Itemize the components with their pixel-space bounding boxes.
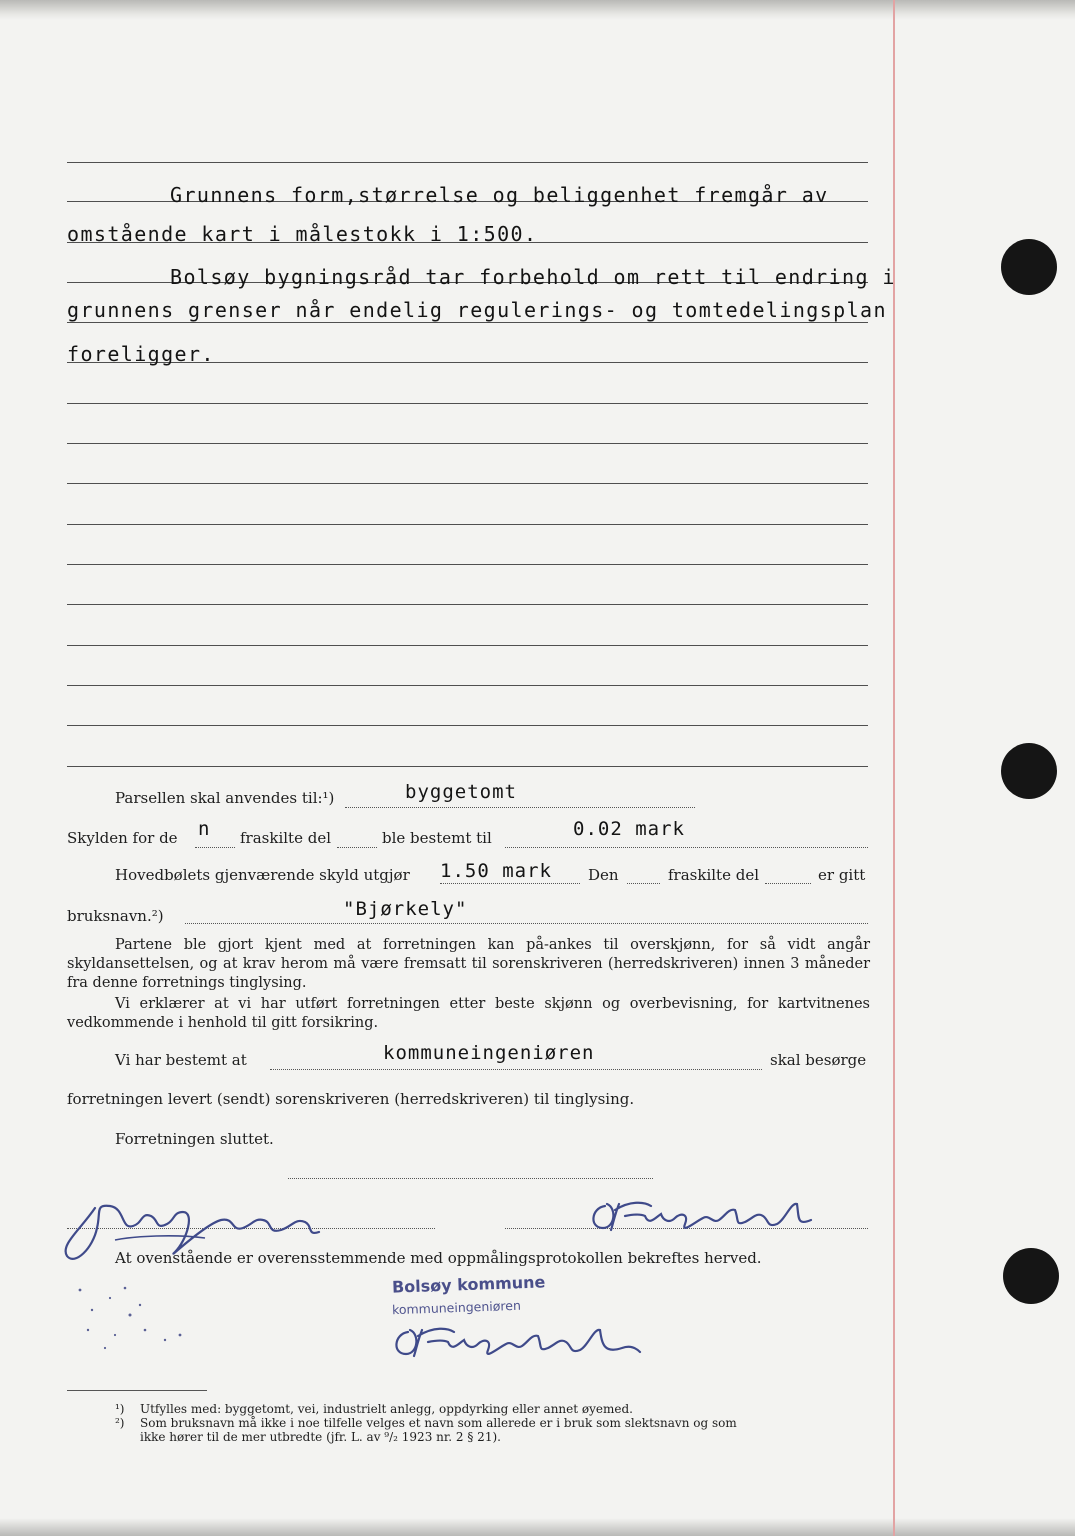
decided-value: kommuneingeniøren [383,1042,595,1064]
tax-suffix: n [198,818,211,840]
dotted-fill-line [270,1068,762,1070]
punch-hole-bottom [1003,1248,1059,1304]
dotted-fill-line [505,846,868,848]
ruled-line [67,524,868,525]
name-label: bruksnavn.²) [67,907,164,925]
ruled-line [67,443,868,444]
ink-speckles [70,1280,200,1360]
dotted-fill-line [440,882,580,884]
handwritten-signature-right [585,1190,825,1240]
typed-line: Bolsøy bygningsråd tar forbehold om rett til endring i [170,265,896,289]
footnote-1: Utfylles med: byggetomt, vei, industrielt anlegg, oppdyrking eller annet øyemed. [140,1402,633,1416]
use-label: Parsellen skal anvendes til:¹) [115,789,335,807]
typed-line: grunnens grenser når endelig regulerings- og tomtedelingsplan [67,298,887,322]
ruled-line [67,483,868,484]
dotted-fill-line [627,882,660,884]
closed-text: Forretningen sluttet. [115,1130,274,1148]
remaining-label: Hovedbølets gjenværende skyld utgjør [115,866,410,884]
scan-bottom-edge [0,1518,1075,1536]
appeal-paragraph: Partene ble gjort kjent med at forretningen kan på-ankes til overskjønn, for så vidt angår skyldansettelsen, og at krav herom må være fremsatt til sorenskriveren (herredskriveren) innen 3 måneder fra denne forretnings tinglysing. [67,937,870,991]
punch-hole-top [1001,239,1057,295]
punch-hole-middle [1001,743,1057,799]
ruled-line [67,645,868,646]
signature-line [288,1177,653,1179]
ruled-line [67,162,868,163]
tax-part-label: fraskilte del [240,829,331,847]
dotted-fill-line [345,806,695,808]
scan-top-edge [0,0,1075,20]
dotted-fill-line [337,846,377,848]
footnote-separator [67,1390,207,1391]
certification-text: At ovenstående er overensstemmende med oppmålingsprotokollen bekreftes herved. [115,1249,762,1267]
tax-label: Skylden for de [67,829,178,847]
handwritten-signature-stamp [390,1318,645,1363]
ruled-line [67,725,868,726]
tax-determined-label: ble bestemt til [382,829,492,847]
ruled-line [67,766,868,767]
dotted-fill-line [765,882,811,884]
decided-label: Vi har bestemt at [115,1051,247,1069]
remaining-value: 1.50 mark [440,860,552,882]
ruled-line [67,685,868,686]
remaining-given-label: er gitt [818,866,866,884]
decided-tail: skal besørge [770,1051,867,1069]
footnote-1-mark: ¹) [115,1402,125,1416]
stamp-office: kommuneingeniøren [391,1297,522,1318]
dotted-fill-line [195,846,235,848]
name-value: "Bjørkely" [343,898,468,920]
use-value: byggetomt [405,781,517,803]
ruled-line [67,322,868,323]
typed-line: omstående kart i målestokk i 1:500. [67,222,538,246]
typed-line: foreligger. [67,342,215,366]
footnote-2-line-2: ikke hører til de mer utbredte (jfr. L. av ⁹/₂ 1923 nr. 2 § 21). [140,1430,501,1444]
ruled-line [67,564,868,565]
footnote-2-mark: ²) [115,1416,125,1430]
ruled-line [67,403,868,404]
red-margin-line [893,0,895,1536]
dotted-fill-line [185,922,868,924]
declaration-paragraph: Vi erklærer at vi har utført forretningen etter beste skjønn og overbevisning, for kartvitnenes vedkommende i henhold til gitt forsikring. [67,996,870,1031]
delivered-text: forretningen levert (sendt) sorenskriveren (herredskriveren) til tinglysing. [67,1090,635,1108]
ruled-line [67,604,868,605]
footnote-2-line-1: Som bruksnavn må ikke i noe tilfelle velges et navn som allerede er i bruk som slektsnavn og som [140,1416,737,1430]
remaining-part-label: fraskilte del [668,866,759,884]
typed-line: Grunnens form,størrelse og beliggenhet fremgår av [170,183,829,207]
remaining-den: Den [588,866,619,884]
tax-value: 0.02 mark [573,818,685,840]
stamp-municipality: Bolsøy kommune [391,1272,546,1297]
